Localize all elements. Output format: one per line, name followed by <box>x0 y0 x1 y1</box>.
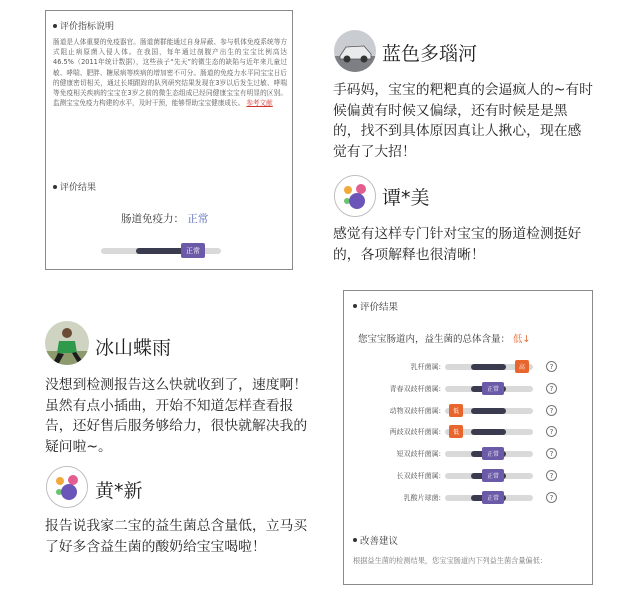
avatar-car-icon <box>334 30 376 72</box>
reviewer-name-4: 黄*新 <box>95 480 143 502</box>
review-text-4: 报告说我家二宝的益生菌总含量低，立马买了好多含益生菌的酸奶给宝宝喝啦！ <box>45 518 308 555</box>
bacteria-status-tag: 正常 <box>482 491 504 504</box>
help-question-icon[interactable]: ? <box>546 492 557 503</box>
bacteria-label: 短双歧杆菌属: <box>396 450 441 458</box>
bacteria-label: 乳酸片球菌: <box>403 494 441 502</box>
avatar-reviewer-4 <box>46 466 88 508</box>
advice-text: 根据益生菌的检测结果，您宝宝肠道内下列益生菌含量偏低： <box>353 556 548 565</box>
avatar-person-photo-icon <box>45 321 89 365</box>
colorful-dots-avatar-icon <box>47 467 87 507</box>
probiotic-total-value: 低↓ <box>513 334 531 345</box>
bacteria-label: 动物双歧杆菌属: <box>389 407 441 415</box>
bacteria-status-tag: 正常 <box>482 382 504 395</box>
result-title: 评价结果 <box>353 299 398 313</box>
bacteria-level-bar-fill <box>471 429 506 435</box>
report-explanation-card <box>45 10 293 270</box>
help-question-icon[interactable]: ? <box>546 383 557 394</box>
avatar-reviewer-1 <box>334 30 376 72</box>
colorful-dots-avatar-icon <box>335 176 375 216</box>
immunity-status-tag: 正常 <box>181 243 205 258</box>
review-text-2: 感觉有这样专门针对宝宝的肠道检测挺好的，各项解释也很清晰！ <box>333 226 582 263</box>
review-text-1: 手码妈，宝宝的粑粑真的会逼疯人的~有时候偏黄有时候又偏绿，还有时候是是黑的，找不到具体原因真让人揪心，现在感觉有了大招！ <box>333 82 593 160</box>
immunity-bar-fill <box>136 248 186 254</box>
reviewer-name-2: 谭*美 <box>382 187 430 209</box>
evaluation-result-card <box>343 290 593 585</box>
avatar-reviewer-3 <box>45 321 89 365</box>
bacteria-status-tag: 高 <box>515 360 529 373</box>
bacteria-label: 长双歧杆菌属: <box>396 472 441 480</box>
bullet-dot <box>53 24 57 28</box>
bullet-dot <box>353 538 357 542</box>
bacteria-status-tag: 低 <box>449 404 463 417</box>
advice-title: 改善建议 <box>353 533 398 547</box>
bullet-dot <box>353 304 357 308</box>
report-paragraph: 肠道是人体重要的免疫器官。肠道菌群能通过自身屏蔽、参与机体免疫系统等方式阻止病原菌入侵人体。在我国，每年通过剖腹产出生的宝宝比例高达46.5%（2011年统计数据），这些孩子“先天”的微生态的缺陷与近年来儿童过敏、哮喘、肥胖、糖尿病等疾病的增加密不可分。肠道的免疫力水平同宝宝日后的健康密切相关，通过长期跟踪的队列研究结果发现在3岁以后发生过敏、哮喘等免疫相关疾病的宝宝在3岁之前的微生态组成已经同健康宝宝有明显的区别。监测宝宝免疫力构建的水平，及时干预，能够帮助宝宝健康成长。 参考文献 <box>53 38 287 108</box>
help-question-icon[interactable]: ? <box>546 448 557 459</box>
bacteria-status-tag: 正常 <box>482 447 504 460</box>
report-result-title: 评价结果 <box>53 180 96 193</box>
immunity-row <box>121 211 208 226</box>
reference-link[interactable]: 参考文献 <box>246 99 273 108</box>
bacteria-label: 青春双歧杆菌属: <box>389 385 441 393</box>
help-question-icon[interactable]: ? <box>546 405 557 416</box>
immunity-value: 正常 <box>187 213 209 225</box>
bullet-dot <box>53 185 57 189</box>
bacteria-label: 乳杆菌属: <box>410 363 441 371</box>
reviewer-name-1: 蓝色多瑙河 <box>382 43 478 65</box>
bacteria-status-tag: 正常 <box>482 469 504 482</box>
bacteria-level-bar-fill <box>471 408 506 414</box>
reviewer-name-3: 冰山蝶雨 <box>95 337 172 359</box>
probiotic-total-label: 您宝宝肠道内，益生菌的总体含量： <box>358 334 511 345</box>
report-section-title: 评价指标说明 <box>53 19 114 32</box>
help-question-icon[interactable]: ? <box>546 426 557 437</box>
bacteria-level-bar-fill <box>471 364 506 370</box>
review-text-3: 没想到检测报告这么快就收到了，速度啊！虽然有点小插曲，开始不知道怎样查看报告，还好售后服务够给力，很快就解决我的疑问啦~。 <box>45 377 308 455</box>
avatar-reviewer-2 <box>334 175 376 217</box>
help-question-icon[interactable]: ? <box>546 361 557 372</box>
help-question-icon[interactable]: ? <box>546 470 557 481</box>
bacteria-label: 两歧双歧杆菌属: <box>389 428 441 436</box>
bacteria-status-tag: 低 <box>449 425 463 438</box>
immunity-label: 肠道免疫力： <box>121 213 184 225</box>
probiotic-total-row <box>358 331 531 345</box>
